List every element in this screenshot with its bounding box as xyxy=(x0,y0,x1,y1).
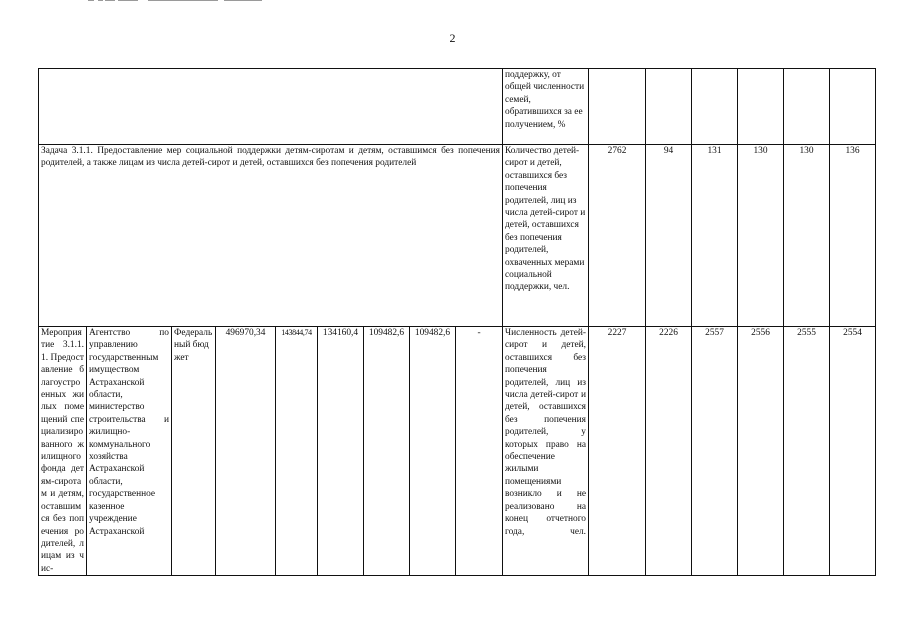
value-cell: 136 xyxy=(830,145,876,327)
value-cell xyxy=(784,69,830,145)
value-cell: 130 xyxy=(738,145,784,327)
page-number: 2 xyxy=(449,31,456,45)
funding-year-cell: 109482,6 xyxy=(364,327,410,576)
value-cell xyxy=(692,69,738,145)
indicator-cell: Численность детей-сирот и детей, оставшихся без попечения родителей, лиц из числа детей-сирот и детей, оставшихся без попечения родителей, у которых право на обеспечение жилыми помещениями возникло и не реализовано на конец отчетного года, чел. xyxy=(503,327,589,576)
task-title-cell: Задача 3.1.1. Предоставление мер социальной поддержки детям-сиротам и детям, оставшимся без попечения родителей, а также лицам из числа детей-сирот и детей, оставшихся без попечения родителей xyxy=(39,145,503,327)
table-row xyxy=(39,69,876,145)
value-cell: 2556 xyxy=(738,327,784,576)
value-cell: 2554 xyxy=(830,327,876,576)
measure-cell: Мероприятие 3.1.1.1. Предоставление благоустроенных жилых помещений специализированного жилищного фонда детям-сиротам и детям, оставшимся без попечения родителей, лицам из чис- xyxy=(39,327,87,576)
value-cell: 2226 xyxy=(646,327,692,576)
value-cell: 2762 xyxy=(589,145,646,327)
funding-year-cell: - xyxy=(456,327,503,576)
program-table xyxy=(38,68,876,576)
value-cell xyxy=(646,69,692,145)
value-cell: 131 xyxy=(692,145,738,327)
table-row xyxy=(39,327,876,576)
executor-cell: Агентство по управлению государственным имуществом Астраханской области, министерство строительства и жилищно-коммунального хозяйства Астраханской области, государственное казенное учреждение Астраханской xyxy=(87,327,172,576)
value-cell xyxy=(738,69,784,145)
value-cell: 130 xyxy=(784,145,830,327)
funding-year-cell: 134160,4 xyxy=(318,327,364,576)
funding-source-cell: Федеральный бюджет xyxy=(172,327,216,576)
table-row xyxy=(39,145,876,327)
funding-year-cell: 143844,74 xyxy=(276,327,318,576)
value-cell xyxy=(830,69,876,145)
task-continuation-cell xyxy=(39,69,503,145)
value-cell: 2227 xyxy=(589,327,646,576)
funding-year-cell: 109482,6 xyxy=(410,327,456,576)
value-cell xyxy=(589,69,646,145)
indicator-cell: поддержку, от общей численности семей, обратившихся за ее получением, % xyxy=(503,69,589,145)
value-cell: 2557 xyxy=(692,327,738,576)
value-cell: 2555 xyxy=(784,327,830,576)
value-cell: 94 xyxy=(646,145,692,327)
indicator-cell: Количество детей-сирот и детей, оставшихся без попечения родителей, лиц из числа детей-сирот и детей, оставшихся без попечения родителей, охваченных мерами социальной поддержки, чел. xyxy=(503,145,589,327)
funding-total-cell: 496970,34 xyxy=(216,327,276,576)
